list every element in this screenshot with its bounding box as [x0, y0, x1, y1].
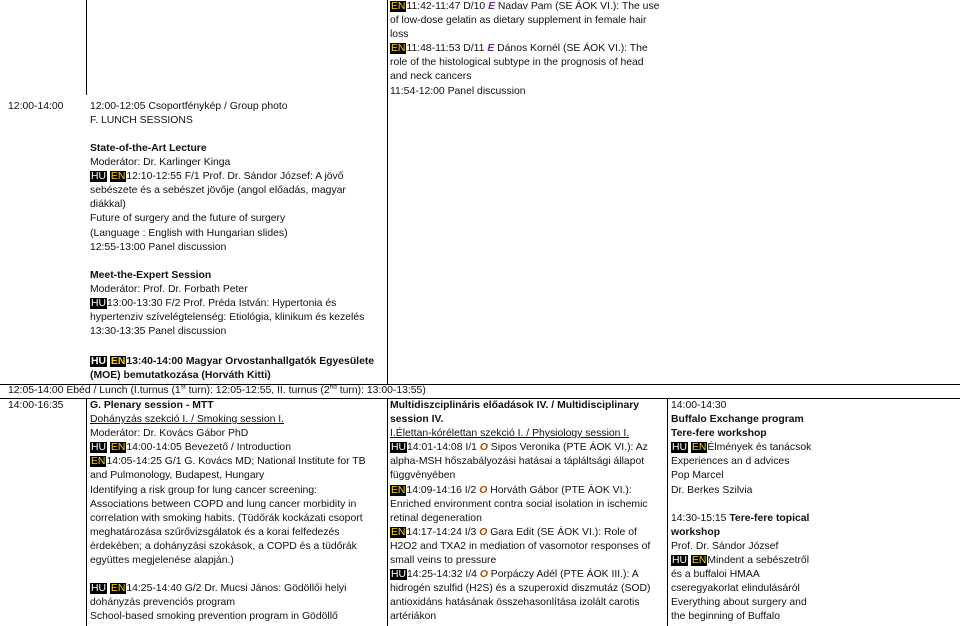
lang-tag: EN: [391, 43, 406, 55]
col-divider-1: [86, 0, 87, 95]
section-title: State-of-the-Art Lecture: [90, 143, 207, 154]
afternoon-time: 14:00-16:35: [8, 400, 64, 411]
lang-tag: EN: [391, 1, 406, 12]
lunch-row: 12:05-14:00 Ebéd / Lunch (I.turnus (1st turn): 12:05-12:55, II. turnus (2nd turn): 13:00-13:55): [8, 383, 426, 396]
section-title: G. Plenary session - MTT: [90, 400, 214, 411]
meet-the-expert-block: Meet-the-Expert Session Moderátor: Prof. Dr. Forbath Peter HU13:00-13:30 F/2 Prof. Préda István: Hypertonia és hypertenziv szívelégtelenség: Etiológia, klinikum és kezelés 13:30-13:35 Panel discussion: [90, 270, 365, 338]
buffalo-exchange-block: 14:00-14:30 Buffalo Exchange program Tere-fere workshop HU ENÉlmények és tanácsok Experiences an d advices Pop Marcel Dr. Berkes Szilvia 14:30-15:15 Tere-fere topical workshop Prof. Dr. Sándor József HU ENMindent a sebészetről és a buffaloi HMAA cseregyakorlat elindulásáról Everything about surgery and the beginning of Buffalo: [671, 400, 812, 623]
top-right-block: EN11:42-11:47 D/10 E Nadav Pam (SE ÁOK VI.): The use of low-dose gelatin as dietary supplement in female hair loss EN11:48-11:53 D/11 E Dános Kornél (SE ÁOK VI.): The role of the histological subtype in the prognosis of head and neck cancers 11:54-12:00 Panel discussion: [390, 1, 660, 97]
lunch-block-time: 12:00-14:00: [8, 101, 64, 112]
lunch-block: 12:00-12:05 Csoportfénykép / Group photo F. LUNCH SESSIONS: [90, 101, 288, 127]
col-divider-5: [667, 398, 668, 626]
multidisciplinary-block: Multidiszciplináris előadások IV. / Multidisciplinary session IV. I.Élettan-kórélettan szekció I. / Physiology session I. HU14:01-14:08 I/1 O Sipos Veronika (PTE ÁOK VI.): Az alpha-MSH hőszabályozási hatásai a tápláltsági állapot függvényében EN14:09-14:16 I/2 O Horváth Gábor (PTE ÁOK VI.): Enriched environment contra social isolation in ischemic retinal degeneration EN14:17-14:24 I/3 O Gara Edit (SE ÁOK VI.): Role of H2O2 and TXA2 in mediation of vasomotor responses of small veins to pressure HU14:25-14:32 I/4 O Porpáczy Adél (PTE ÁOK III.): A hidrogén szulfid (H2S) és a szuperoxid diszmutáz (SOD) antioxidáns hatásának összehasonlítása izolált carotis artériákon: [390, 400, 651, 623]
moe-block: HU EN13:40-14:00 Magyar Orvostanhallgatók Egyesülete (MOE) bemutatkozása (Horváth Kitti): [90, 356, 375, 382]
section-title: Buffalo Exchange program: [671, 414, 804, 426]
col-divider-3: [86, 398, 87, 626]
plenary-session-block: G. Plenary session - MTT Dohányzás szekció I. / Smoking session I. Moderátor: Dr. Kovács Gábor PhD HU EN14:00-14:05 Bevezető / Introduction EN14:05-14:25 G/1 G. Kovács MD; National Institute for TB and Pulmonology, Budapest, Hungary Identifying a risk group for lung cancer screening: Associations between COPD and lung cancer morbidity in correlation with smoking habits. (Tüdőrák kockázati csoport meghatározása szűrővizsgálatok és a korai felfedezés érdekében; a dohányzási szokások, a COPD és a tüdőrák együttes megjelenése alapján.) HU EN14:25-14:40 G/2 Dr. Mucsi János: Gödöllői helyi dohányzás prevenciós program School-based smoking prevention program in Gödöllő: [90, 400, 366, 623]
col-divider-2: [387, 0, 388, 384]
section-title: Multidiszciplináris előadások IV. / Multidisciplinary: [390, 400, 640, 411]
col-divider-4: [387, 398, 388, 626]
state-of-the-art-block: State-of-the-Art Lecture Moderátor: Dr. Karlinger Kinga HU EN12:10-12:55 F/1 Prof. Dr. Sándor József: A jövő sebészete és a sebészet jövője (angol előadás, magyar diákkal) Future of surgery and the future of surgery (Language : English with Hungarian slides) 12:55-13:00 Panel discussion: [90, 143, 346, 253]
section-title: Meet-the-Expert Session: [90, 270, 212, 281]
